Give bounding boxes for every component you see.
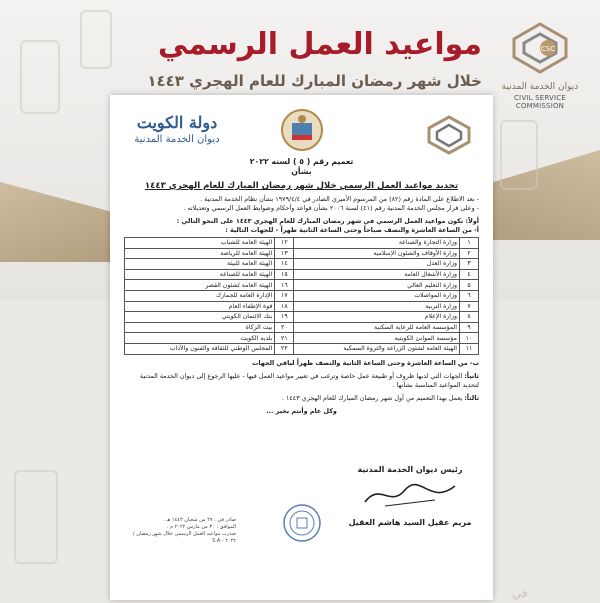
agency-name: المؤسسة العامة للرعاية السكنية <box>294 322 460 333</box>
agency-name: وزارة الإعلام <box>294 312 460 323</box>
second-text: الجهات التي لديها ظروف أو طبيعة عمل خاصة وترغب في تغيير مواعيد العمل فيها - عليها الرجوع إلى ديوان الخدمة المدنية لتحديد المواعيد المناسبة بشأنها . <box>139 371 479 389</box>
group2-heading: ب- من الساعة العاشرة وحتى الساعة الثانية والنصف ظهراً لباقي الجهات <box>251 358 479 367</box>
table-row <box>125 248 479 259</box>
circular-number: تعميم رقم ( ٥ ) لسنه ٢٠٢٢ <box>249 157 354 166</box>
table-row <box>125 312 479 323</box>
agency-name: الهيئة العامة لشئون القصر <box>125 280 275 291</box>
kuwait-subtitle: ديوان الخدمة المدنية <box>134 134 220 145</box>
first-clause <box>124 217 479 226</box>
circular-subject: تحديد مواعيد العمل الرسمي خلال شهر رمضان المبارك للعام الهجري ١٤٤٣ <box>144 181 459 191</box>
agency-name: الهيئة العامة للرياضة <box>125 248 275 259</box>
agency-name: الهيئة العامة للشباب <box>125 238 275 249</box>
table-row <box>125 280 479 291</box>
signature-icon <box>355 478 465 512</box>
kuwait-letterhead <box>132 113 222 145</box>
preamble-2: - وعلى قرار مجلس الخدمة المدنية رقم (٤١) لسنة ٢٠٠٦ بشأن قواعد وأحكام وضوابط العمل الرسمي وتعديلاته . <box>183 204 479 212</box>
lantern-decoration <box>20 40 60 114</box>
first-text: تكون مواعيد العمل الرسمي في شهر رمضان المبارك للعام الهجري ١٤٤٣ على النحو التالي : <box>176 217 464 225</box>
table-row <box>125 269 479 280</box>
issued-date-gregorian: الموافق : ٣٠ من مارس ٢٠٢٢ م . <box>166 524 236 530</box>
agency-number: ٢ <box>460 248 479 259</box>
agency-number: ٨ <box>460 312 479 323</box>
agency-number: ١٧ <box>275 290 294 301</box>
table-row <box>125 238 479 249</box>
agency-name: المجلس الوطني للثقافة والفنون والآداب <box>125 343 275 354</box>
agency-name: بلدية الكويت <box>125 333 275 344</box>
agency-name: وزارة الأشغال العامة <box>294 269 460 280</box>
third-label: ثالثاً: <box>464 393 479 402</box>
document-footer <box>126 517 236 545</box>
preamble-1: - بعد الاطلاع على المادة رقم (٨٢) من المرسوم الأميري الصادر في ١٩٧٩/٤/٤ بشأن نظام الخدمة المدنية . <box>200 195 479 203</box>
agency-number: ٢١ <box>275 333 294 344</box>
csc-document-logo-icon <box>427 115 471 155</box>
post-heading <box>82 28 482 90</box>
third-text: يعمل بهذا التعميم من أول شهر رمضان المبارك للعام الهجري ١٤٤٣ . <box>281 393 463 402</box>
agency-number: ٧ <box>460 301 479 312</box>
signature-block <box>345 465 475 527</box>
csc-mark-text: CSC <box>540 45 556 53</box>
signatory-name: مريم عقيل السيد هاشم العقيل <box>348 518 472 527</box>
agency-name: الهيئة العامة لشئون الزراعة والثروة السمكية <box>294 343 460 354</box>
official-seal-icon <box>282 503 322 543</box>
agency-name: وزارة المواصلات <box>294 290 460 301</box>
agency-number: ٤ <box>460 269 479 280</box>
post-subtitle: خلال شهر رمضان المبارك للعام الهجري ١٤٤٣ <box>147 72 482 90</box>
agency-number: ٩ <box>460 322 479 333</box>
agency-number: ١٥ <box>275 269 294 280</box>
agency-name: وزارة الأوقاف والشئون الإسلامية <box>294 248 460 259</box>
agency-name: الهيئة العامة للصناعة <box>125 269 275 280</box>
second-clause <box>124 372 479 390</box>
agency-number: ٢٢ <box>275 343 294 354</box>
agency-name: بنك الائتمان الكويتي <box>125 312 275 323</box>
circular-document <box>110 95 493 600</box>
agency-number: ١ <box>460 238 479 249</box>
issued-date: صادر في : ٢٧ من شعبان ١٤٤٣ هـ . <box>163 517 236 523</box>
agency-number: ١٦ <box>275 280 294 291</box>
agencies-table <box>124 237 479 355</box>
table-row <box>125 343 479 354</box>
agency-name: وزارة العدل <box>294 259 460 270</box>
agency-number: ١١ <box>460 343 479 354</box>
kuwait-emblem-icon <box>280 107 324 153</box>
agency-number: ٢٠ <box>275 322 294 333</box>
background-fragment-text: في <box>512 586 528 600</box>
agency-name: وزارة التجارة والصناعة <box>294 238 460 249</box>
agency-name: الإدارة العامة للجمارك <box>125 290 275 301</box>
agency-name: بيت الزكاة <box>125 322 275 333</box>
post-title: مواعيد العمل الرسمي <box>157 27 482 62</box>
agency-name: مؤسسة الموانئ الكويتية <box>294 333 460 344</box>
csc-logo-arabic: ديوان الخدمة المدنية <box>501 82 579 92</box>
agency-name: وزارة التعليم العالي <box>294 280 460 291</box>
agency-number: ١٩ <box>275 312 294 323</box>
first-label: أولاً: <box>465 217 479 225</box>
table-row <box>125 301 479 312</box>
agency-number: ١٣ <box>275 248 294 259</box>
kuwait-title: دولة الكويت <box>136 113 218 132</box>
csc-logo-english: CIVIL SERVICE COMMISSION <box>513 94 567 110</box>
group1-heading: أ- من الساعة العاشرة والنصف صباحاً وحتى الساعة الثانية ظهراً - للجهات التالية : <box>225 226 479 234</box>
table-row <box>125 322 479 333</box>
reference-line: صدرت مواعيد العمل الرسمي خلال شهر رمضان / ٢٠٢٢ - S.A <box>132 531 236 544</box>
table-row <box>125 333 479 344</box>
closing-line: وكل عام وأنتم بخير ... <box>266 406 337 415</box>
document-body <box>124 157 479 416</box>
signatory-title: رئيس ديوان الخدمة المدنية <box>357 465 463 474</box>
lantern-decoration <box>14 470 58 564</box>
third-clause <box>124 394 479 403</box>
agency-number: ٣ <box>460 259 479 270</box>
agency-number: ١٤ <box>275 259 294 270</box>
agency-number: ٥ <box>460 280 479 291</box>
table-row <box>125 259 479 270</box>
agency-number: ١٠ <box>460 333 479 344</box>
agency-number: ١٢ <box>275 238 294 249</box>
agency-number: ٦ <box>460 290 479 301</box>
second-label: ثانياً: <box>464 371 479 380</box>
agency-number: ١٨ <box>275 301 294 312</box>
csc-logo <box>494 22 586 110</box>
agency-name: قوة الإطفاء العام <box>125 301 275 312</box>
lantern-decoration <box>500 120 538 190</box>
agency-name: وزارة التربية <box>294 301 460 312</box>
csc-logo-icon <box>510 22 570 74</box>
circular-regarding: بشأن <box>291 167 312 176</box>
agency-name: الهيئة العامة للبيئة <box>125 259 275 270</box>
table-row <box>125 290 479 301</box>
